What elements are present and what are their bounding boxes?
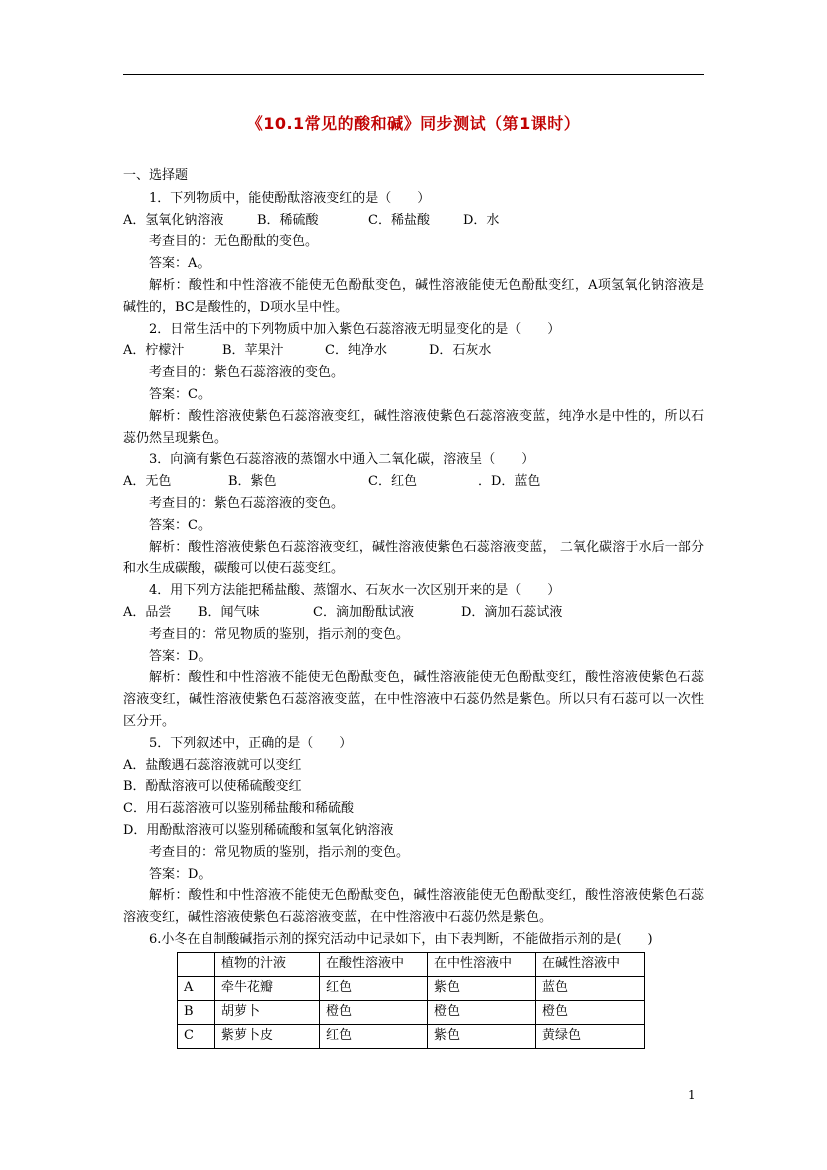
table-cell: B [178,1000,215,1024]
question-3-answer: 答案：C。 [149,517,211,533]
page-title: 《10.1常见的酸和碱》同步测试（第1课时） [246,114,581,133]
question-5-option-b: B．酚酞溶液可以使稀硫酸变红 [123,779,302,795]
table-cell: 牵牛花瓣 [215,976,320,1000]
table-cell: 红色 [320,1024,428,1048]
option-a: A．氢氧化钠溶液 [123,212,224,228]
question-2-answer: 答案：C。 [149,386,211,402]
question-3-analysis: 解析：酸性溶液使紫色石蕊溶液变红，碱性溶液使紫色石蕊溶液变蓝， 二氧化碳溶于水后一部分和水生成碳酸，碳酸可以使石蕊变红。 [123,539,704,577]
section-heading: 一、选择题 [123,168,189,183]
question-4-answer: 答案：D。 [149,648,212,664]
option-b: B．苹果汁 [222,343,284,359]
table-cell: 橙色 [428,1000,536,1024]
question-3-options [123,471,704,493]
option-b: B．稀硫酸 [257,212,319,228]
option-a: A．品尝 [123,604,172,620]
option-d: D．水 [463,212,500,228]
option-b: B．紫色 [228,474,277,490]
option-c: C．滴加酚酞试液 [313,604,414,620]
table-header-cell: 在酸性溶液中 [320,952,428,976]
table-row [178,1024,645,1048]
table-cell: 橙色 [320,1000,428,1024]
option-d: ．D．蓝色 [478,474,541,490]
table-header-cell [178,952,215,976]
question-5-option-c: C．用石蕊溶液可以鉴别稀盐酸和稀硫酸 [123,801,354,817]
option-c: C．红色 [368,474,417,490]
question-4-stem: 4．用下列方法能把稀盐酸、蒸馏水、石灰水一次区别开来的是（ ） [149,583,561,599]
question-5-option-d: D．用酚酞溶液可以鉴别稀硫酸和氢氧化钠溶液 [123,822,394,838]
question-3-stem: 3．向滴有紫色石蕊溶液的蒸馏水中通入二氧化碳，溶液呈（ ） [149,452,535,468]
option-a: A．柠檬汁 [123,343,185,359]
option-d: D．滴加石蕊试液 [461,604,563,620]
question-3-purpose: 考查目的：紫色石蕊溶液的变色。 [149,495,345,511]
option-b: B．闻气味 [198,604,260,620]
table-cell: 橙色 [536,1000,645,1024]
table-header-cell: 在中性溶液中 [428,952,536,976]
table-header-row [178,952,645,976]
table-row [178,976,645,1000]
question-5-purpose: 考查目的：常见物质的鉴别，指示剂的变色。 [149,844,410,860]
header-rule [123,74,704,75]
page-number: 1 [688,1088,696,1102]
question-1-analysis: 解析：酸性和中性溶液不能使无色酚酞变色，碱性溶液能使无色酚酞变红，A项氢氧化钠溶液是碱性的，BC是酸性的，D项水呈中性。 [123,277,704,315]
table-cell: 红色 [320,976,428,1000]
question-5-answer: 答案：D。 [149,866,212,882]
table-cell: 紫萝卜皮 [215,1024,320,1048]
question-4-analysis: 解析：酸性和中性溶液不能使无色酚酞变色，碱性溶液能使无色酚酞变红，酸性溶液使紫色石蕊溶液变红，碱性溶液使紫色石蕊溶液变蓝，在中性溶液中石蕊仍然是紫色。所以只有石蕊可以一次性区分开。 [123,670,704,729]
table-cell: A [178,976,215,1000]
option-a: A．无色 [123,474,172,490]
question-6-stem: 6.小冬在自制酸碱指示剂的探究活动中记录如下，由下表判断，不能做指示剂的是( ) [149,931,653,947]
question-5-option-a: A．盐酸遇石蕊溶液就可以变红 [123,757,302,773]
question-2-options [123,340,704,362]
question-5-stem: 5．下列叙述中，正确的是（ ） [149,735,353,751]
option-c: C．稀盐酸 [368,212,430,228]
question-2-analysis: 解析：酸性溶液使紫色石蕊溶液变红，碱性溶液使紫色石蕊溶液变蓝，纯净水是中性的，所以石蕊仍然呈现紫色。 [123,408,704,446]
question-1-options [123,210,704,232]
question-4-options [123,602,704,624]
table-cell: 胡萝卜 [215,1000,320,1024]
option-d: D．石灰水 [429,343,492,359]
question-5-analysis: 解析：酸性和中性溶液不能使无色酚酞变色，碱性溶液能使无色酚酞变红，酸性溶液使紫色石蕊溶液变红，碱性溶液使紫色石蕊溶液变蓝，在中性溶液中石蕊仍然是紫色。 [123,888,704,926]
document-body [123,165,704,1049]
question-4-purpose: 考查目的：常见物质的鉴别，指示剂的变色。 [149,626,410,642]
question-1-purpose: 考查目的：无色酚酞的变色。 [149,234,319,250]
table-cell: 紫色 [428,976,536,1000]
question-1-stem: 1．下列物质中，能使酚酞溶液变红的是（ ） [149,190,431,206]
table-cell: 黄绿色 [536,1024,645,1048]
question-1-answer: 答案：A。 [149,256,211,272]
question-2-stem: 2．日常生活中的下列物质中加入紫色石蕊溶液无明显变化的是（ ） [149,321,561,337]
question-2-purpose: 考查目的：紫色石蕊溶液的变色。 [149,365,345,381]
table-cell: 紫色 [428,1024,536,1048]
option-c: C．纯净水 [325,343,387,359]
table-header-cell: 在碱性溶液中 [536,952,645,976]
table-header-cell: 植物的汁液 [215,952,320,976]
indicator-table [177,952,645,1049]
table-cell: 蓝色 [536,976,645,1000]
table-cell: C [178,1024,215,1048]
table-row [178,1000,645,1024]
